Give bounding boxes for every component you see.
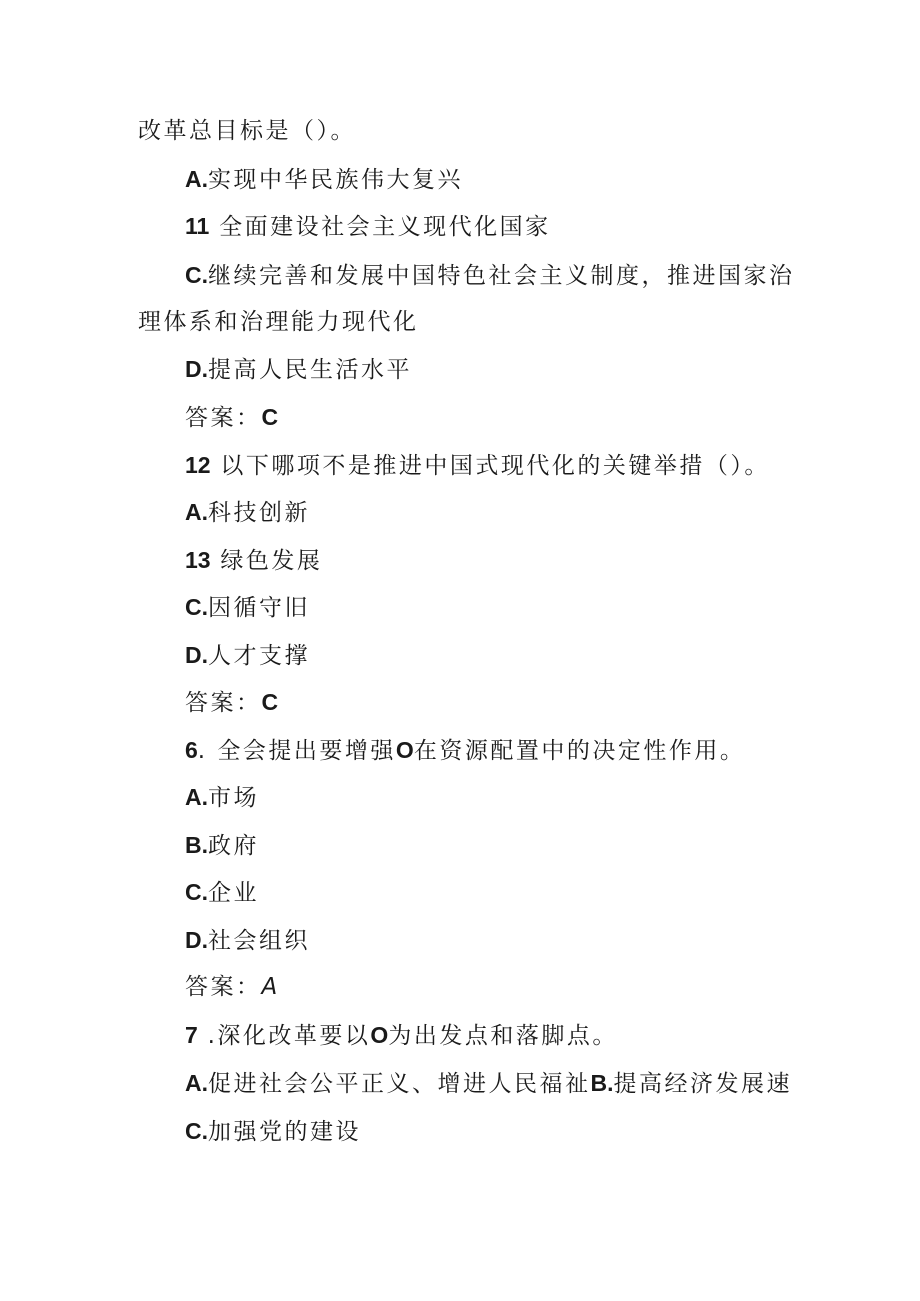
option-line [185, 497, 310, 528]
option-line [185, 830, 259, 861]
option-label: A. [185, 499, 208, 525]
question-text: 以下哪项不是推进中国式现代化的关键举措（）。 [210, 453, 770, 479]
question-text-cont: 为出发点和落脚点。 [388, 1023, 618, 1049]
answer-line [185, 402, 278, 433]
option-label: C. [185, 262, 208, 288]
option-label: C. [185, 879, 208, 905]
blank-marker: O [370, 1022, 389, 1048]
option-text: 提高人民生活水平 [208, 357, 412, 383]
question-number: 12 [185, 452, 211, 478]
option-text: 全面建设社会主义现代化国家 [209, 214, 551, 240]
answer-value: C [261, 689, 279, 715]
answer-prefix: 答案： [185, 405, 262, 431]
option-text: 政府 [208, 833, 259, 859]
option-line [185, 1116, 361, 1147]
answer-prefix: 答案： [185, 690, 262, 716]
answer-line [185, 972, 280, 1002]
option-label: A. [185, 166, 208, 192]
option-line [185, 782, 259, 813]
option-label: A. [185, 1070, 208, 1096]
option-line [185, 925, 310, 956]
text-line [138, 116, 356, 146]
option-text: 企业 [208, 880, 259, 906]
answer-value: C [261, 404, 279, 430]
option-text: 实现中华民族伟大复兴 [208, 167, 463, 193]
option-label: B. [185, 832, 208, 858]
option-label: C. [185, 594, 208, 620]
option-label: B. [590, 1070, 614, 1096]
question-text: .深化改革要以 [197, 1023, 371, 1049]
option-text: 人才支撑 [208, 643, 310, 669]
answer-prefix: 答案： [185, 974, 262, 1000]
option-text: 继续完善和发展中国特色社会主义制度，推进国家治 [208, 263, 795, 289]
option-line [185, 164, 463, 195]
option-line [185, 1068, 792, 1099]
line-text: 理体系和治理能力现代化 [138, 309, 419, 335]
blank-marker: O [395, 737, 414, 763]
option-text: 促进社会公平正义、增进人民福祉 [208, 1071, 591, 1097]
option-text: 加强党的建设 [208, 1119, 361, 1145]
answer-line [185, 687, 278, 718]
option-text: 提高经济发展速 [613, 1071, 792, 1097]
question-number: 6 [185, 737, 198, 763]
option-line [185, 354, 412, 385]
option-text: 科技创新 [208, 500, 310, 526]
option-text: 绿色发展 [210, 548, 323, 574]
question-line [185, 450, 770, 481]
question-text: . 全会提出要增强 [197, 738, 396, 764]
option-line [185, 260, 795, 291]
option-line [185, 545, 322, 576]
option-label: D. [185, 927, 208, 953]
question-number: 7 [185, 1022, 198, 1048]
option-line [185, 592, 310, 623]
answer-value: A [261, 974, 280, 1000]
option-line [185, 640, 310, 671]
option-label: 13 [185, 547, 211, 573]
question-line [185, 1020, 618, 1051]
option-line [185, 211, 551, 242]
question-line [185, 735, 745, 766]
option-label: D. [185, 356, 208, 382]
line-text: 改革总目标是（）。 [138, 118, 356, 144]
option-text: 社会组织 [208, 928, 310, 954]
option-label: A. [185, 784, 208, 810]
text-line [138, 307, 419, 337]
option-line [185, 877, 259, 908]
option-label: 11 [185, 213, 210, 239]
option-label: C. [185, 1118, 208, 1144]
question-text-cont: 在资源配置中的决定性作用。 [413, 738, 746, 764]
option-text: 因循守旧 [208, 595, 310, 621]
option-label: D. [185, 642, 208, 668]
option-text: 市场 [208, 785, 259, 811]
